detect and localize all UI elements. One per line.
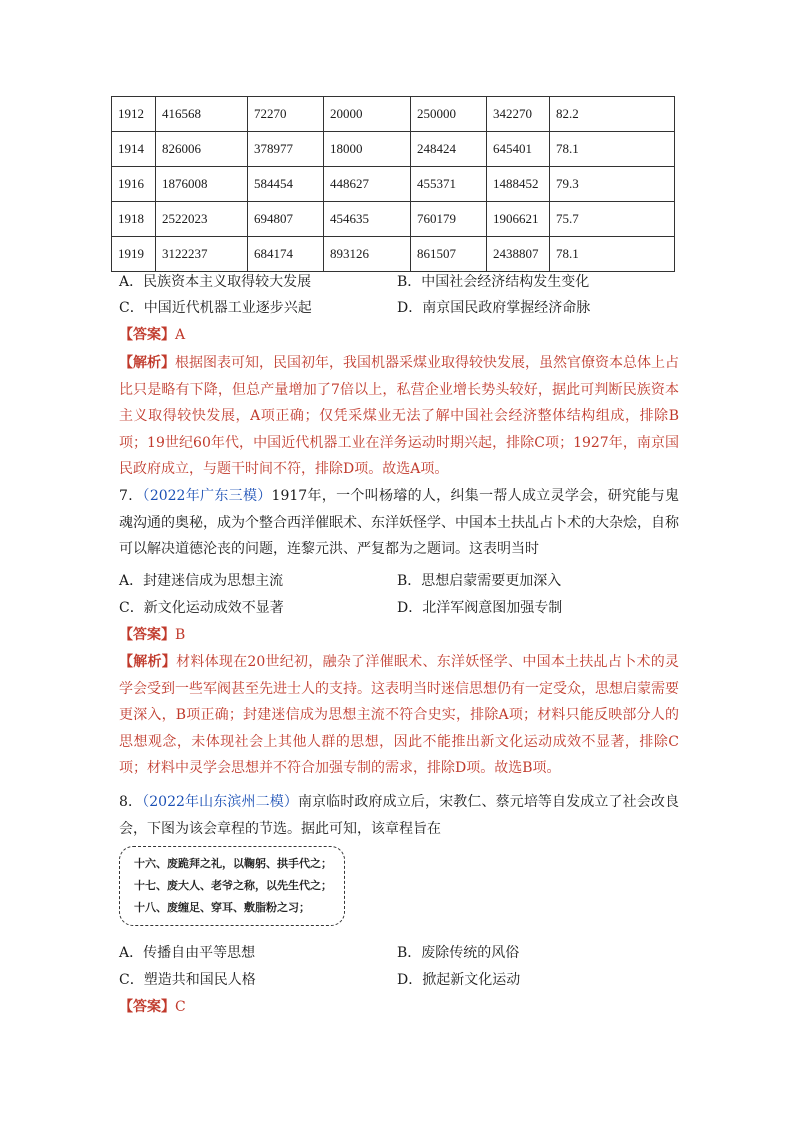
q7-option-b: B．思想启蒙需要更加深入 (397, 573, 562, 589)
analysis-label: 【解析】 (119, 654, 177, 670)
q6-analysis (119, 350, 679, 483)
q8-option-d: D．掀起新文化运动 (397, 972, 521, 988)
q6-option-d: D．南京国民政府掌握经济命脉 (397, 300, 591, 316)
table-cell: 378977 (248, 132, 324, 167)
table-cell: 18000 (324, 132, 411, 167)
table-row (112, 237, 675, 272)
table-cell: 1914 (112, 132, 156, 167)
table-row (112, 167, 675, 202)
table-cell: 79.3 (550, 167, 675, 202)
q7-option-a: A．封建迷信成为思想主流 (119, 573, 284, 589)
analysis-label: 【解析】 (119, 355, 175, 371)
question-source: （2022年广东三模） (142, 488, 272, 504)
charter-item: 十八、废缠足、穿耳、敷脂粉之习； (134, 901, 310, 914)
q7-option-d: D．北洋军阀意图加强专制 (397, 600, 563, 616)
charter-excerpt-box (119, 846, 345, 926)
q7-analysis (119, 649, 679, 782)
table-cell: 72270 (248, 97, 324, 132)
table-cell: 448627 (324, 167, 411, 202)
table-cell: 645401 (487, 132, 550, 167)
table-cell: 584454 (248, 167, 324, 202)
answer-value: A (175, 327, 186, 343)
table-cell: 684174 (248, 237, 324, 272)
q6-option-a: A．民族资本主义取得较大发展 (119, 274, 312, 290)
table-cell: 78.1 (550, 237, 675, 272)
q8-stem (119, 789, 679, 842)
q8-option-c: C．塑造共和国民人格 (119, 972, 256, 988)
table-cell: 82.2 (550, 97, 675, 132)
q7-answer (119, 625, 185, 645)
answer-value: C (175, 999, 186, 1015)
table-cell: 694807 (248, 202, 324, 237)
question-text: 南京临时政府成立后，宋教仁、蔡元培等自发成立了社会改良会，下图为该会章程的节选。据此可知，该章程旨在 (119, 794, 679, 837)
q6-option-b: B．中国社会经济结构发生变化 (397, 274, 590, 290)
q6-option-c: C．中国近代机器工业逐步兴起 (119, 300, 312, 316)
table-cell: 1916 (112, 167, 156, 202)
answer-label: 【答案】 (119, 627, 175, 643)
table-cell: 826006 (156, 132, 248, 167)
table-cell: 1876008 (156, 167, 248, 202)
q8-option-a: A．传播自由平等思想 (119, 945, 256, 961)
table-cell: 248424 (411, 132, 487, 167)
q7-stem (119, 483, 679, 563)
question-source: （2022年山东滨州二模） (142, 794, 298, 810)
table-cell: 455371 (411, 167, 487, 202)
table-cell: 454635 (324, 202, 411, 237)
table-cell: 893126 (324, 237, 411, 272)
question-number: 8． (119, 794, 143, 810)
table-row (112, 202, 675, 237)
table-cell: 760179 (411, 202, 487, 237)
q8-option-b: B．废除传统的风俗 (397, 945, 520, 961)
charter-item: 十七、废大人、老爷之称，以先生代之； (134, 879, 332, 892)
table-cell: 3122237 (156, 237, 248, 272)
table-cell: 78.1 (550, 132, 675, 167)
answer-label: 【答案】 (119, 999, 175, 1015)
table-cell: 2522023 (156, 202, 248, 237)
table-cell: 20000 (324, 97, 411, 132)
table-cell: 1912 (112, 97, 156, 132)
q8-answer (119, 997, 186, 1017)
table-cell: 861507 (411, 237, 487, 272)
question-text: 1917年，一个叫杨璿的人，纠集一帮人成立灵学会，研究能与鬼魂沟通的奥秘，成为个整合西洋催眠术、东洋妖怪学、中国本土扶乩占卜术的大杂烩，自称可以解决道德沦丧的问题，连黎元洪、严复都为之题词。这表明当时 (119, 488, 679, 558)
table-cell: 416568 (156, 97, 248, 132)
table-cell: 75.7 (550, 202, 675, 237)
table-cell: 1918 (112, 202, 156, 237)
q7-option-c: C．新文化运动成效不显著 (119, 600, 284, 616)
analysis-text: 材料体现在20世纪初，融杂了洋催眠术、东洋妖怪学、中国本土扶乩占卜术的灵学会受到一些军阀甚至先进士人的支持。这表明当时迷信思想仍有一定受众，思想启蒙需要更深入，B项正确；封建迷信成为思想主流不符合史实，排除A项；材料只能反映部分人的思想观念，未体现社会上其他人群的思想，因此不能推出新文化运动成效不显著，排除C项；材料中灵学会思想并不符合加强专制的需求，排除D项。故选B项。 (119, 654, 680, 777)
table-cell: 342270 (487, 97, 550, 132)
coal-production-table (111, 96, 675, 272)
table-row (112, 97, 675, 132)
answer-label: 【答案】 (119, 327, 175, 343)
charter-item: 十六、废跪拜之礼，以鞠躬、拱手代之； (134, 857, 332, 870)
table-cell: 1919 (112, 237, 156, 272)
table-cell: 1906621 (487, 202, 550, 237)
table-row (112, 132, 675, 167)
question-number: 7． (119, 488, 143, 504)
table-cell: 1488452 (487, 167, 550, 202)
analysis-text: 根据图表可知，民国初年，我国机器采煤业取得较快发展，虽然官僚资本总体上占比只是略有下降，但总产量增加了7倍以上，私营企业增长势头较好，据此可判断民族资本主义取得较快发展，A项正确；仅凭采煤业无法了解中国社会经济整体结构组成，排除B项；19世纪60年代，中国近代机器工业在洋务运动时期兴起，排除C项；1927年，南京国民政府成立，与题干时间不符，排除D项。故选A项。 (119, 355, 679, 478)
answer-value: B (175, 627, 186, 643)
table-cell: 250000 (411, 97, 487, 132)
q6-answer (119, 325, 185, 345)
table-cell: 2438807 (487, 237, 550, 272)
